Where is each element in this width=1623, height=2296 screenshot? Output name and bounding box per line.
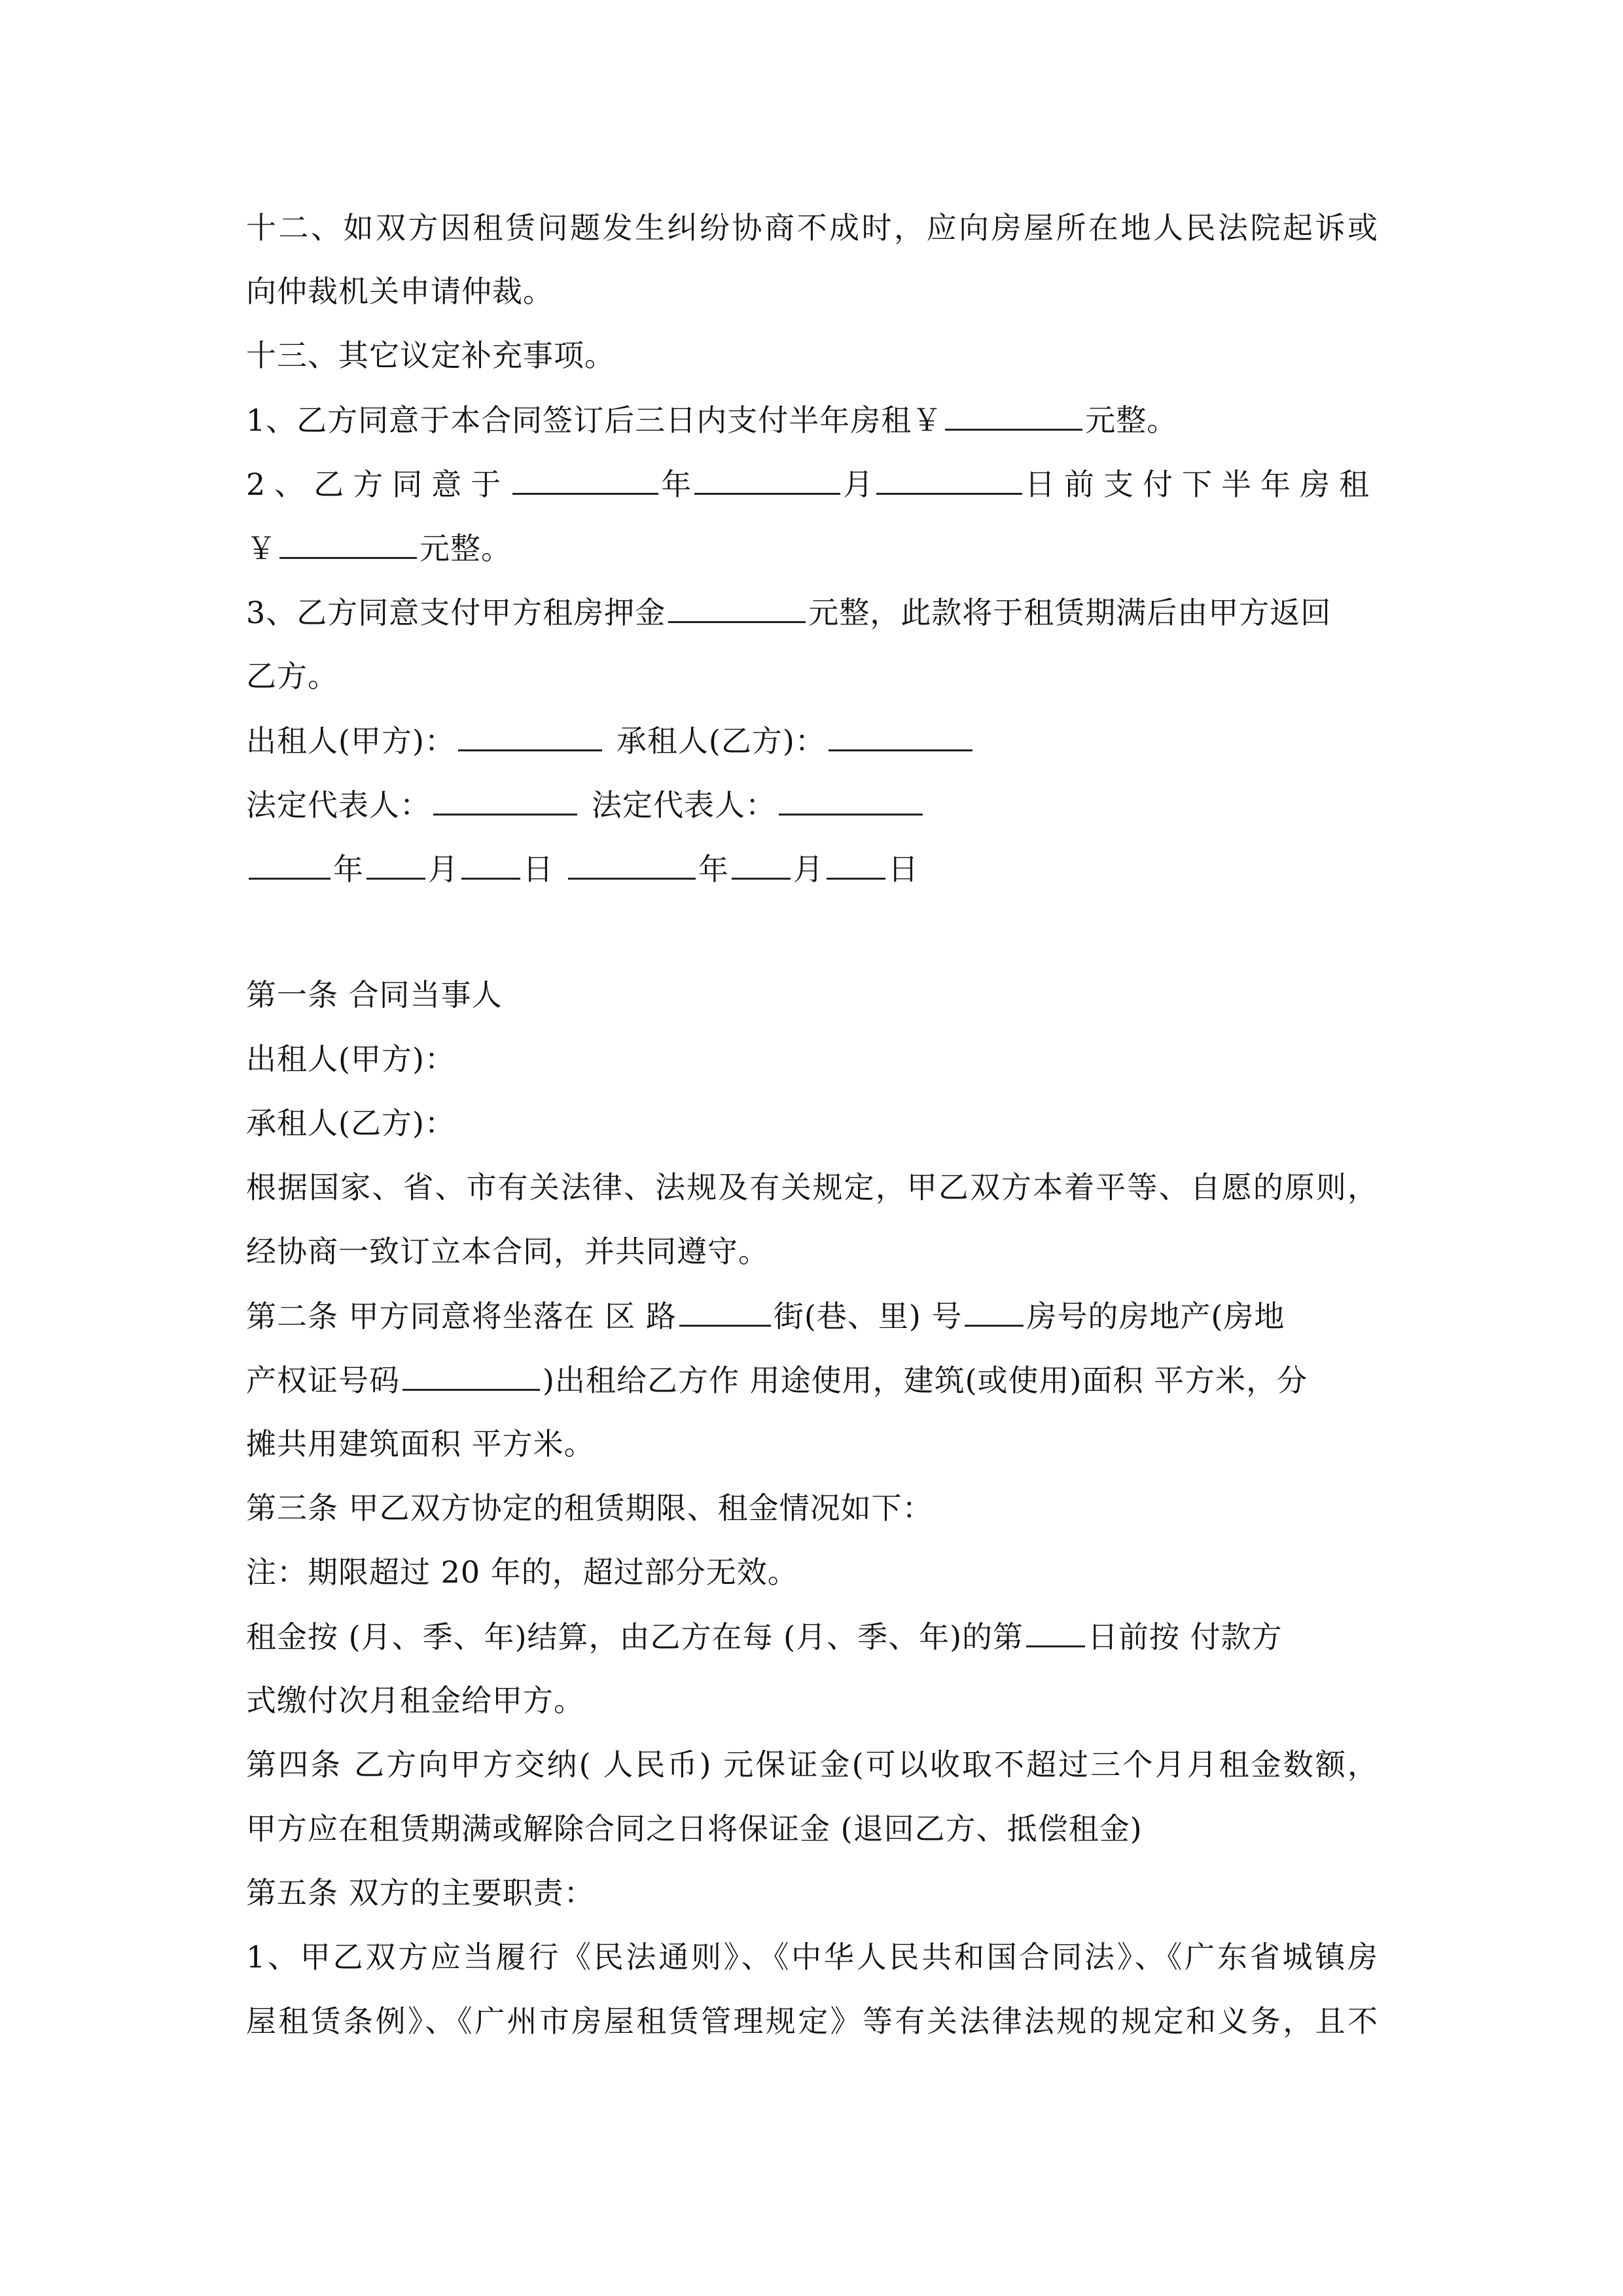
date-month-label-1: 月: [428, 852, 459, 887]
blank-rent-amount[interactable]: [945, 400, 1082, 431]
blank-second-half-rent[interactable]: [279, 528, 417, 559]
clause-13-heading: 十三、其它议定补充事项。: [246, 338, 615, 373]
article-1-basis-line-1: 根据国家、省、市有关法律、法规及有关规定，甲乙双方本着平等、自愿的原则，: [246, 1170, 1378, 1205]
article-5-heading: 第五条 双方的主要职责：: [246, 1875, 595, 1910]
article-4-line-2: 甲方应在租赁期满或解除合同之日将保证金 (退回乙方、抵偿租金): [246, 1811, 1143, 1846]
article-1-lessee: 承租人(乙方)：: [246, 1105, 455, 1141]
article-3-rent-line-1: [246, 1617, 1378, 1657]
lessee-rep-label: 法定代表人：: [592, 787, 776, 823]
yen-sign: ￥: [246, 531, 277, 566]
supplement-item-2: [246, 464, 1378, 504]
supplement-item-3: [246, 592, 1378, 632]
blank-day[interactable]: [876, 464, 1022, 495]
blank-street[interactable]: [679, 1296, 771, 1327]
blank-date-day-1[interactable]: [461, 849, 520, 880]
article-2-text-b: 街(巷、里) 号: [773, 1299, 963, 1334]
article-5-item-1-line-1: 1、甲乙双方应当履行《民法通则》、《中华人民共和国合同法》、《广东省城镇房: [246, 1939, 1378, 1975]
supplement-item-2-tail: 日前支付下半年房租: [1025, 467, 1378, 502]
supplement-item-2-cont: [246, 528, 1378, 568]
supplement-item-2-year: 年: [661, 467, 692, 502]
article-3-heading: 第三条 甲乙双方协定的租赁期限、租金情况如下：: [246, 1490, 933, 1526]
lessor-rep-label: 法定代表人：: [246, 787, 431, 823]
clause-12-line-2: 向仲裁机关申请仲裁。: [246, 274, 554, 309]
signature-dates: [246, 849, 1378, 889]
blank-date-year-1[interactable]: [249, 849, 330, 880]
date-day-label-1: 日: [523, 852, 554, 887]
article-3-rent-line-2: 式缴付次月租金给甲方。: [246, 1683, 584, 1718]
supplement-item-3-tail: 元整，此款将于租赁期满后由甲方返回: [808, 595, 1332, 630]
article-3-note: 注：期限超过 20 年的，超过部分无效。: [246, 1554, 798, 1590]
blank-date-month-2[interactable]: [732, 849, 791, 880]
blank-lessee-rep[interactable]: [779, 785, 923, 816]
supplement-item-1-text: 1、乙方同意于本合同签订后三日内支付半年房租￥: [246, 403, 943, 438]
blank-year[interactable]: [512, 464, 658, 495]
signature-representatives: [246, 785, 1378, 825]
article-2-line-1: [246, 1296, 1378, 1336]
blank-date-year-2[interactable]: [568, 849, 696, 880]
article-2-line-3: 摊共用建筑面积 平方米。: [246, 1426, 595, 1462]
article-2-text-e: )出租给乙方作 用途使用，建筑(或使用)面积 平方米，分: [543, 1363, 1308, 1398]
blank-lessor-rep[interactable]: [433, 785, 577, 816]
blank-date-month-1[interactable]: [366, 849, 425, 880]
date-year-label-2: 年: [698, 852, 729, 887]
article-1-heading: 第一条 合同当事人: [246, 977, 503, 1013]
supplement-item-1: [246, 400, 1378, 440]
lessee-label: 承租人(乙方)：: [616, 723, 826, 759]
date-month-label-2: 月: [793, 852, 824, 887]
blank-certificate-number[interactable]: [402, 1360, 540, 1391]
article-5-item-1-line-2: 屋租赁条例》、《广州市房屋租赁管理规定》等有关法律法规的规定和义务，且不: [246, 2003, 1378, 2039]
article-3-rent-text-a: 租金按 (月、季、年)结算，由乙方在每 (月、季、年)的第: [246, 1619, 1024, 1655]
blank-date-day-2[interactable]: [827, 849, 885, 880]
article-2-text-c: 房号的房地产(房地: [1026, 1299, 1285, 1334]
lessor-label: 出租人(甲方)：: [246, 723, 455, 759]
supplement-item-2-month: 月: [843, 467, 874, 502]
blank-month[interactable]: [694, 464, 840, 495]
supplement-item-3-text: 3、乙方同意支付甲方租房押金: [246, 595, 666, 630]
supplement-item-2-unit: 元整。: [419, 531, 512, 566]
blank-deposit[interactable]: [668, 592, 806, 623]
blank-room-number[interactable]: [965, 1296, 1024, 1327]
article-3-rent-text-b: 日前按 付款方: [1088, 1619, 1283, 1655]
supplement-item-3-cont: 乙方。: [246, 658, 338, 694]
article-1-lessor: 出租人(甲方)：: [246, 1041, 455, 1077]
article-2-line-2: [246, 1360, 1378, 1400]
blank-rent-due-day[interactable]: [1026, 1617, 1085, 1647]
article-2-text-a: 第二条 甲方同意将坐落在 区 路: [246, 1299, 677, 1334]
supplement-item-2-text: 2、乙方同意于: [246, 467, 510, 502]
date-day-label-2: 日: [888, 852, 919, 887]
article-1-basis-line-2: 经协商一致订立本合同，并共同遵守。: [246, 1234, 769, 1269]
supplement-item-1-unit: 元整。: [1085, 403, 1178, 438]
clause-12-line-1: 十二、如双方因租赁问题发生纠纷协商不成时，应向房屋所在地人民法院起诉或: [246, 210, 1378, 245]
article-4-line-1: 第四条 乙方向甲方交纳( 人民币) 元保证金(可以收取不超过三个月月租金数额，: [246, 1747, 1378, 1782]
blank-lessor-signature[interactable]: [458, 721, 602, 751]
signature-parties: [246, 721, 1378, 761]
date-year-label-1: 年: [333, 852, 364, 887]
blank-lessee-signature[interactable]: [829, 721, 972, 751]
article-2-text-d: 产权证号码: [246, 1363, 400, 1398]
